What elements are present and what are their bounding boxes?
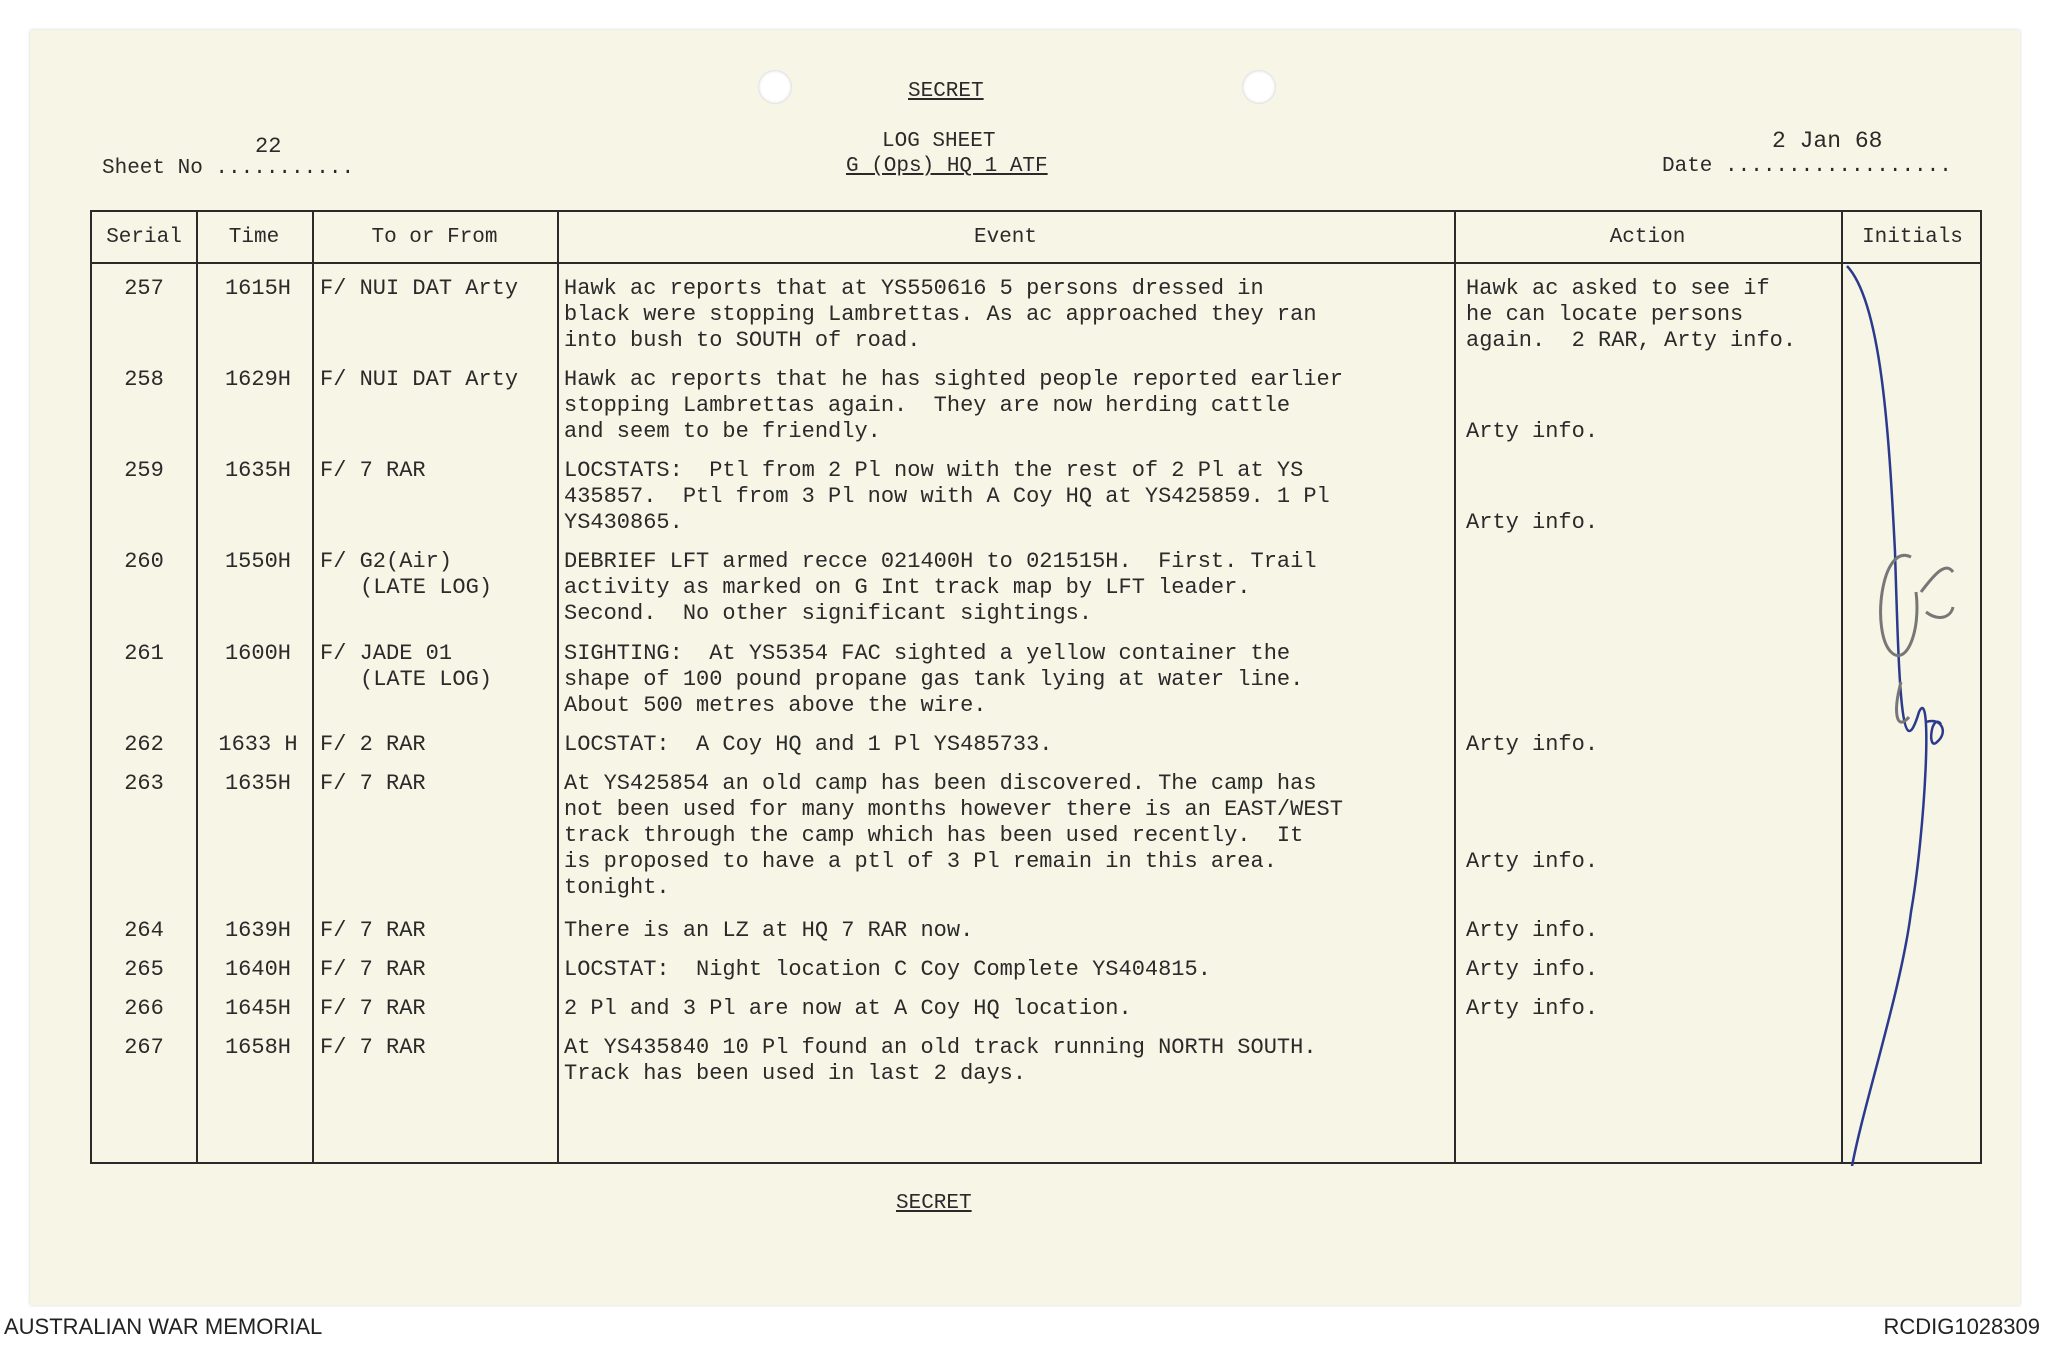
column-header-time: Time (228, 226, 280, 249)
time-cell: 1633 H (218, 732, 298, 757)
time-cell: 1645H (224, 996, 291, 1021)
column-header-action: Action (1609, 226, 1686, 249)
footer-left: AUSTRALIAN WAR MEMORIAL (4, 1314, 323, 1339)
event-cell: LOCSTATS: Ptl from 2 Pl now with the rest of 2 Pl at YS 435857. Ptl from 3 Pl now with A Coy HQ at YS425859. 1 Pl YS430865. (564, 458, 1330, 535)
action-cell: Arty info. (1466, 957, 1599, 982)
action-cell: Arty info. (1466, 732, 1599, 757)
footer-right: RCDIG1028309 (1883, 1314, 2040, 1339)
time-cell: 1635H (224, 771, 291, 796)
event-cell: DEBRIEF LFT armed recce 021400H to 021515H. First. Trail activity as marked on G Int track map by LFT leader. Second. No other significant sightings. (564, 549, 1317, 626)
time-cell: 1600H (224, 641, 291, 666)
time-cell: 1658H (224, 1035, 291, 1060)
to-from-cell: F/ 7 RAR (320, 957, 426, 982)
log-sheet-subtitle: G (Ops) HQ 1 ATF (846, 155, 1048, 178)
log-table (90, 210, 1982, 1164)
action-cell: Arty info. (1466, 996, 1599, 1021)
event-cell: LOCSTAT: Night location C Coy Complete YS404815. (564, 957, 1211, 982)
punch-hole-left (758, 70, 792, 104)
column-header-event: Event (973, 226, 1037, 249)
event-cell: There is an LZ at HQ 7 RAR now. (564, 918, 974, 943)
event-cell: SIGHTING: At YS5354 FAC sighted a yellow container the shape of 100 pound propane gas tank lying at water line. About 500 metres above the wire. (564, 641, 1304, 718)
event-cell: LOCSTAT: A Coy HQ and 1 Pl YS485733. (564, 732, 1053, 757)
classification-top: SECRET (908, 80, 984, 103)
to-from-cell: F/ NUI DAT Arty (320, 276, 519, 301)
serial-cell: 264 (124, 918, 164, 943)
serial-cell: 261 (124, 641, 164, 666)
event-cell: At YS435840 10 Pl found an old track running NORTH SOUTH. Track has been used in last 2 days. (564, 1035, 1317, 1086)
serial-cell: 260 (124, 549, 164, 574)
event-cell: Hawk ac reports that at YS550616 5 persons dressed in black were stopping Lambrettas. As ac approached they ran into bush to SOUTH of road. (564, 276, 1317, 353)
to-from-cell: F/ 7 RAR (320, 1035, 426, 1060)
to-from-cell: F/ 7 RAR (320, 458, 426, 483)
log-sheet-title: LOG SHEET (882, 130, 996, 153)
time-cell: 1629H (224, 367, 291, 392)
event-cell: At YS425854 an old camp has been discovered. The camp has not been used for many months however there is an EAST/WEST track through the camp which has been used recently. It is proposed to have a ptl of 3 Pl remain in this area. tonight. (564, 771, 1343, 900)
to-from-cell: F/ 2 RAR (320, 732, 426, 757)
column-header-to-from: To or From (371, 226, 498, 249)
action-cell: Arty info. (1466, 918, 1599, 943)
serial-cell: 259 (124, 458, 164, 483)
serial-cell: 265 (124, 957, 164, 982)
time-cell: 1550H (224, 549, 291, 574)
event-cell: 2 Pl and 3 Pl are now at A Coy HQ location. (564, 996, 1132, 1021)
to-from-note-cell: (LATE LOG) (360, 667, 493, 692)
to-from-cell: F/ JADE 01 (320, 641, 453, 666)
to-from-cell: F/ G2(Air) (320, 549, 453, 574)
action-cell: Arty info. (1466, 849, 1599, 874)
column-header-initials: Initials (1862, 226, 1963, 249)
action-cell: Arty info. (1466, 419, 1599, 444)
to-from-cell: F/ NUI DAT Arty (320, 367, 519, 392)
action-cell: Arty info. (1466, 510, 1599, 535)
punch-hole-right (1242, 70, 1276, 104)
sheet-no-label: Sheet No ........... (102, 157, 355, 180)
to-from-cell: F/ 7 RAR (320, 771, 426, 796)
time-cell: 1635H (224, 458, 291, 483)
to-from-cell: F/ 7 RAR (320, 996, 426, 1021)
time-cell: 1615H (224, 276, 291, 301)
serial-cell: 262 (124, 732, 164, 757)
to-from-cell: F/ 7 RAR (320, 918, 426, 943)
serial-cell: 258 (124, 367, 164, 392)
time-cell: 1640H (224, 957, 291, 982)
serial-cell: 263 (124, 771, 164, 796)
date-value: 2 Jan 68 (1772, 128, 1883, 154)
serial-cell: 267 (124, 1035, 164, 1060)
event-cell: Hawk ac reports that he has sighted people reported earlier stopping Lambrettas again. They are now herding cattle and seem to be friendly. (564, 367, 1343, 444)
to-from-note-cell: (LATE LOG) (360, 575, 493, 600)
serial-cell: 257 (124, 276, 164, 301)
serial-cell: 266 (124, 996, 164, 1021)
column-header-serial: Serial (106, 226, 182, 249)
initials-signature (1841, 212, 1984, 1166)
classification-bottom: SECRET (896, 1192, 972, 1215)
date-label: Date .................. (1662, 155, 1952, 178)
sheet-no-value: 22 (255, 134, 282, 159)
time-cell: 1639H (224, 918, 291, 943)
action-cell: Hawk ac asked to see if he can locate persons again. 2 RAR, Arty info. (1466, 276, 1797, 353)
